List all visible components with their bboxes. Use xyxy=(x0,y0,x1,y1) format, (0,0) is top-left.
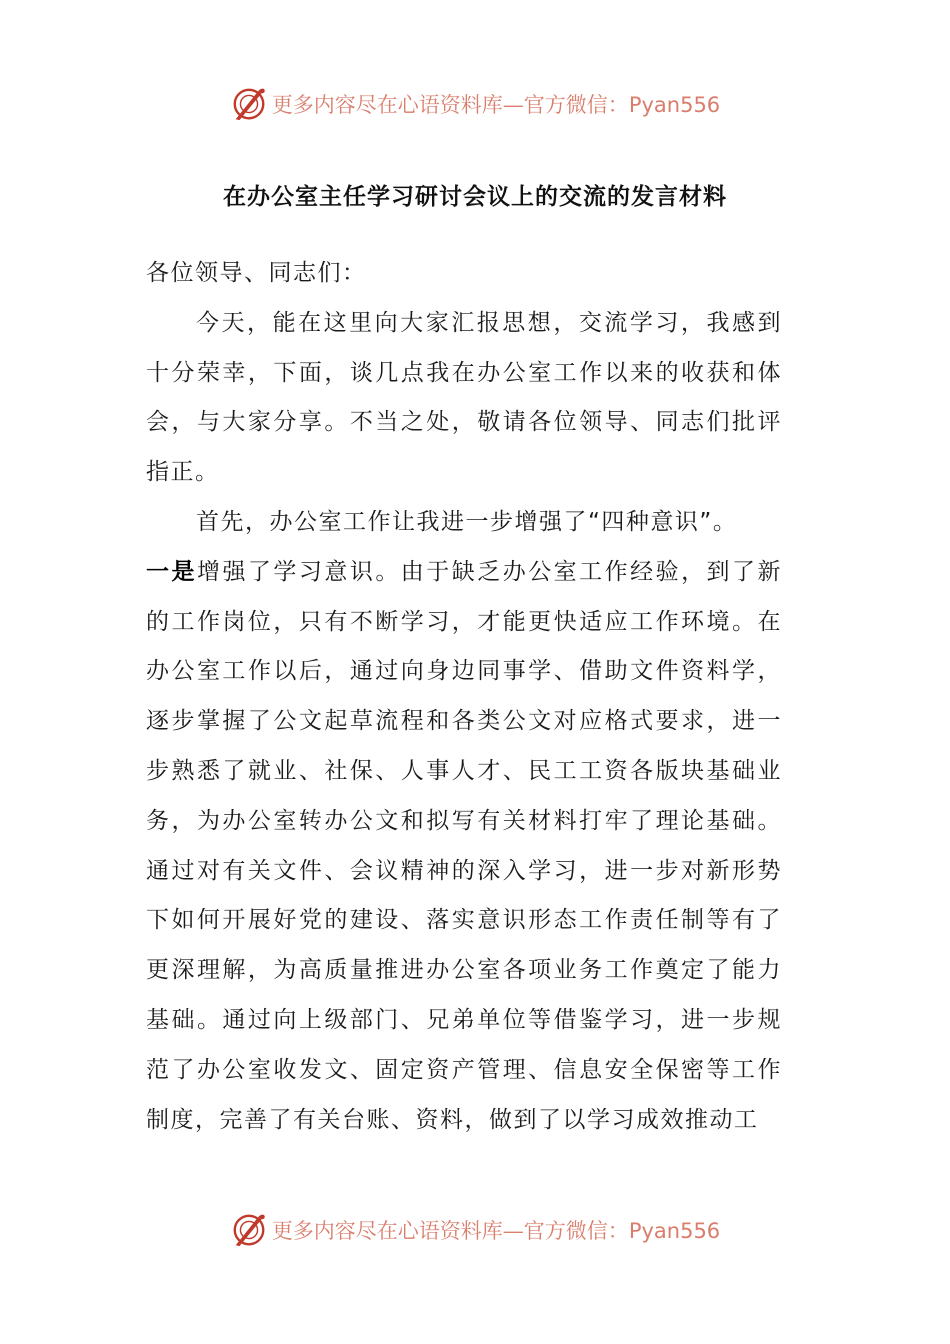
watermark-banner-bottom xyxy=(0,1208,950,1252)
paragraph-four-awareness-intro: 首先，办公室工作让我进一步增强了“四种意识”。 xyxy=(196,508,738,535)
paragraph-learning-awareness xyxy=(146,548,782,1146)
point-one-body: 增强了学习意识。由于缺乏办公室工作经验，到了新的工作岗位，只有不断学习，才能更快适应工作环境。在办公室工作以后，通过向身边同事学、借助文件资料学，逐步掌握了公文起草流程和各类公文对应格式要求，进一步熟悉了就业、社保、人事人才、民工工资各版块基础业务，为办公室转办公文和拟写有关材料打牢了理论基础。通过对有关文件、会议精神的深入学习，进一步对新形势下如何开展好党的建设、落实意识形态工作责任制等有了更深理解，为高质量推进办公室各项业务工作奠定了能力基础。通过向上级部门、兄弟单位等借鉴学习，进一步规范了办公室收发文、固定资产管理、信息安全保密等工作制度，完善了有关台账、资料，做到了以学习成效推动工 xyxy=(146,558,783,1133)
document-body xyxy=(146,249,782,1145)
watermark-banner-top xyxy=(0,82,950,126)
watermark-text: 更多内容尽在心语资料库—官方微信：Pyan556 xyxy=(271,93,721,117)
quill-logo-icon xyxy=(230,85,268,123)
paragraph-intro: 今天，能在这里向大家汇报思想，交流学习，我感到十分荣幸，下面，谈几点我在办公室工作以来的收获和体会，与大家分享。不当之处，敬请各位领导、同志们批评指正。 xyxy=(146,309,782,486)
watermark-text: 更多内容尽在心语资料库—官方微信：Pyan556 xyxy=(271,1219,721,1243)
document-title: 在办公室主任学习研讨会议上的交流的发言材料 xyxy=(223,183,727,210)
salutation: 各位领导、同志们： xyxy=(146,260,367,286)
watermark-handle: Pyan556 xyxy=(628,93,721,117)
quill-logo-icon xyxy=(230,1211,268,1249)
watermark-handle: Pyan556 xyxy=(628,1219,721,1243)
point-one-lead: 一是 xyxy=(146,558,197,585)
